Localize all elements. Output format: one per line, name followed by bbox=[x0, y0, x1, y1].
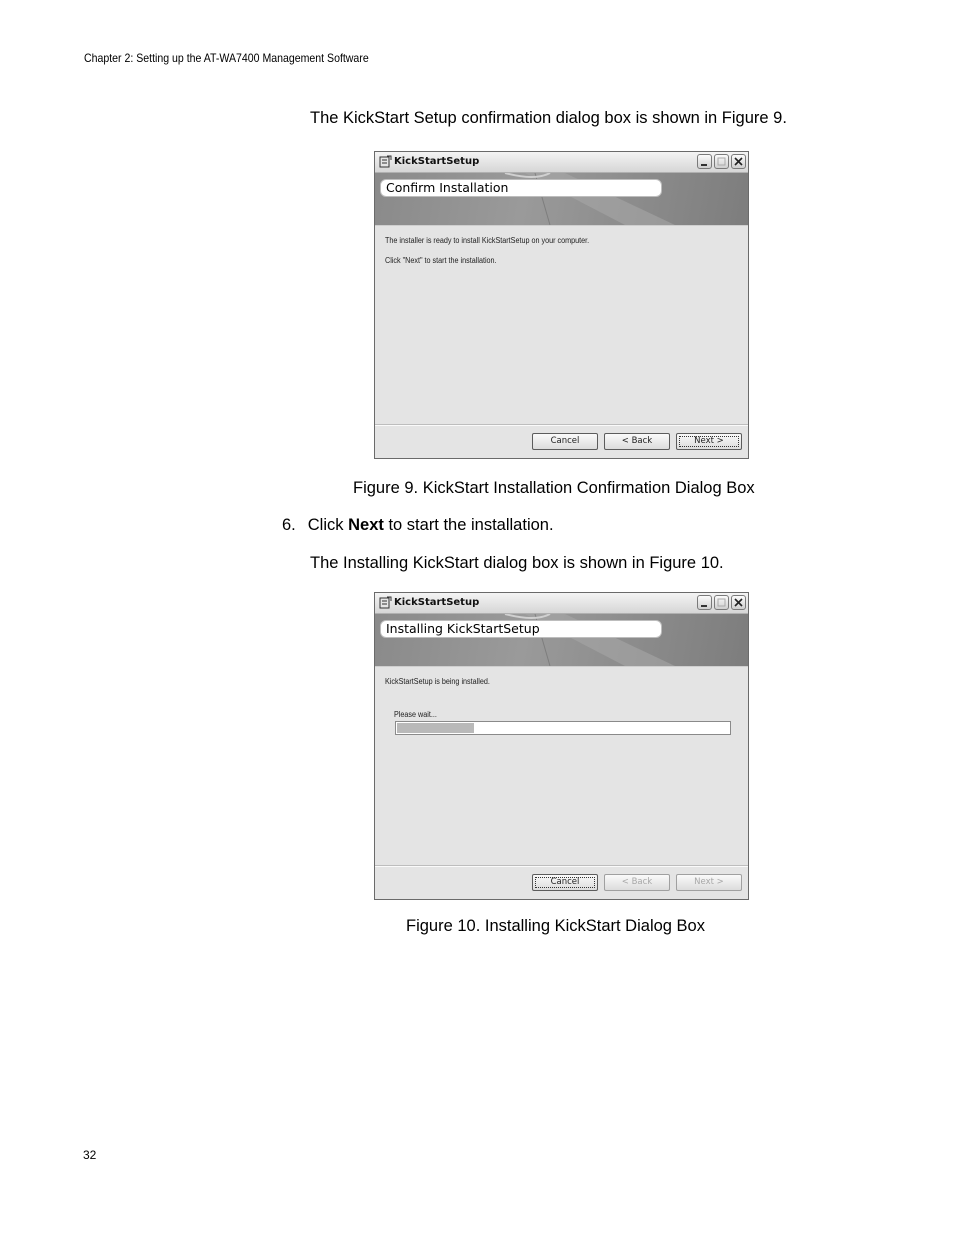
title-bar bbox=[375, 152, 748, 173]
next-button: Next > bbox=[676, 874, 742, 891]
minimize-button[interactable] bbox=[697, 154, 712, 169]
cancel-button[interactable]: Cancel bbox=[532, 433, 598, 450]
installing-message: KickStartSetup is being installed. bbox=[385, 677, 490, 686]
figure-9-caption: Figure 9. KickStart Installation Confirmation Dialog Box bbox=[353, 479, 755, 497]
close-button[interactable] bbox=[731, 154, 746, 169]
instruction-message: Click "Next" to start the installation. bbox=[385, 256, 497, 265]
progress-bar-fill bbox=[397, 723, 474, 733]
step-6 bbox=[282, 516, 554, 535]
window-title: KickStartSetup bbox=[394, 597, 480, 608]
cancel-button[interactable]: Cancel bbox=[532, 874, 598, 891]
close-icon bbox=[732, 155, 745, 168]
please-wait-label: Please wait... bbox=[394, 710, 437, 719]
maximize-icon bbox=[715, 155, 728, 168]
step-text-prefix: Click bbox=[307, 516, 349, 534]
page-number: 32 bbox=[83, 1148, 97, 1162]
installing-dialog bbox=[374, 592, 749, 900]
installer-app-icon bbox=[379, 155, 392, 168]
maximize-button[interactable] bbox=[714, 154, 729, 169]
next-button[interactable]: Next > bbox=[676, 433, 742, 450]
close-icon bbox=[732, 596, 745, 609]
footer-divider bbox=[375, 865, 748, 867]
step-title: Confirm Installation bbox=[380, 179, 662, 197]
step-number: 6. bbox=[282, 516, 296, 534]
header-banner bbox=[375, 173, 748, 226]
footer-divider bbox=[375, 424, 748, 426]
confirm-installation-dialog bbox=[374, 151, 749, 459]
minimize-button[interactable] bbox=[697, 595, 712, 610]
header-banner bbox=[375, 614, 748, 667]
window-title: KickStartSetup bbox=[394, 156, 480, 167]
chapter-header: Chapter 2: Setting up the AT-WA7400 Management Software bbox=[84, 51, 369, 65]
maximize-button[interactable] bbox=[714, 595, 729, 610]
title-bar bbox=[375, 593, 748, 614]
step-text-bold: Next bbox=[348, 516, 384, 534]
intro-paragraph-2: The Installing KickStart dialog box is shown in Figure 10. bbox=[310, 554, 724, 572]
minimize-icon bbox=[698, 596, 711, 609]
installer-app-icon bbox=[379, 596, 392, 609]
back-button[interactable]: < Back bbox=[604, 433, 670, 450]
intro-paragraph-1: The KickStart Setup confirmation dialog box is shown in Figure 9. bbox=[310, 109, 787, 127]
maximize-icon bbox=[715, 596, 728, 609]
minimize-icon bbox=[698, 155, 711, 168]
close-button[interactable] bbox=[731, 595, 746, 610]
ready-message: The installer is ready to install KickStartSetup on your computer. bbox=[385, 236, 590, 245]
step-title: Installing KickStartSetup bbox=[380, 620, 662, 638]
step-text-suffix: to start the installation. bbox=[383, 516, 554, 534]
back-button: < Back bbox=[604, 874, 670, 891]
figure-10-caption: Figure 10. Installing KickStart Dialog Box bbox=[406, 917, 705, 935]
progress-bar bbox=[395, 721, 731, 735]
